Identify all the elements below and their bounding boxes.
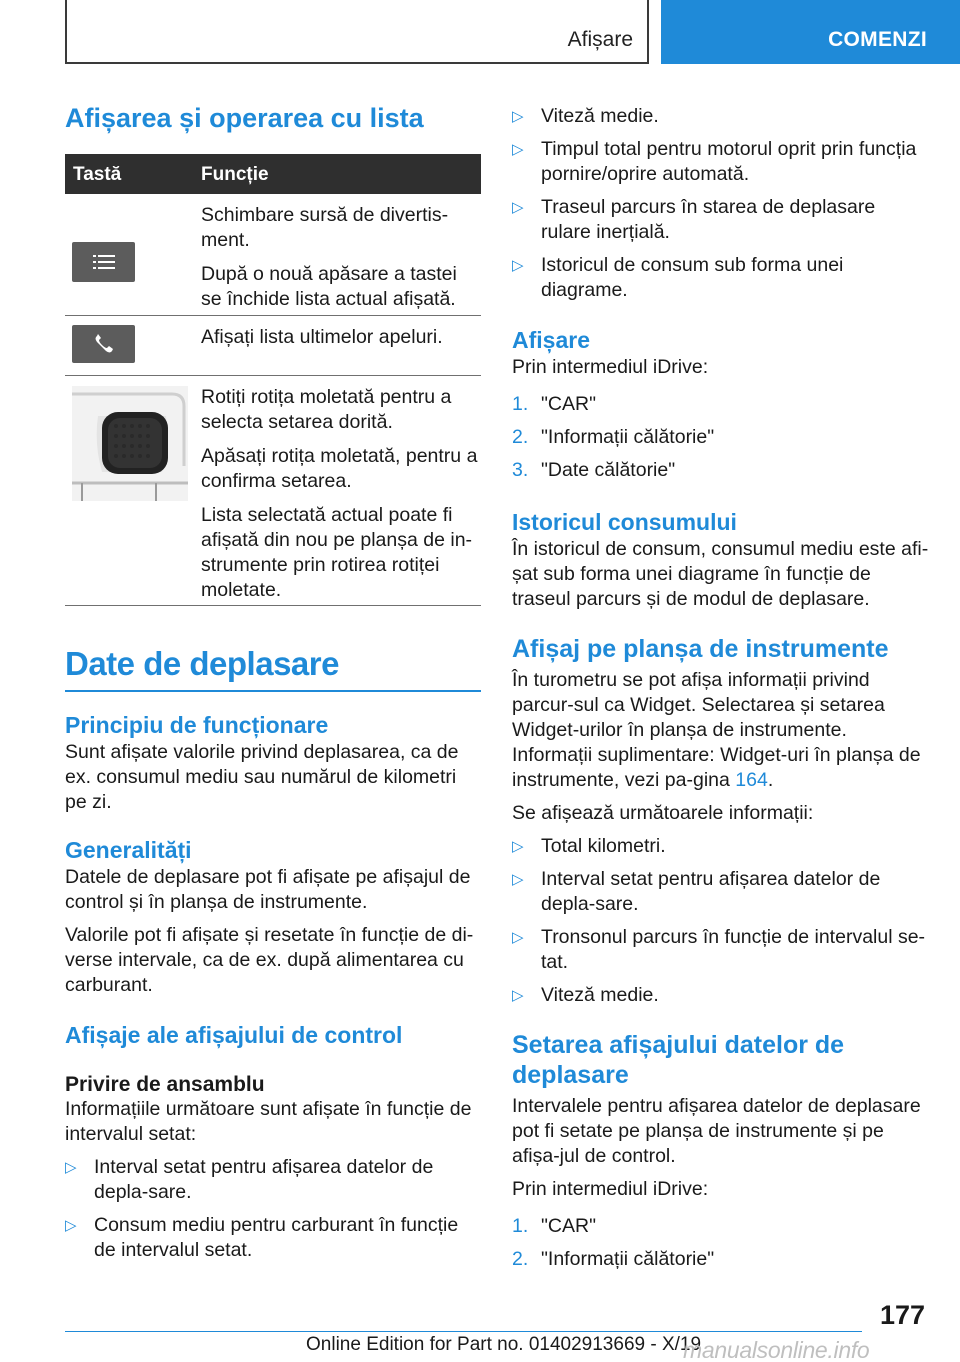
table-cell-line: Afișați lista ultimelor apeluri.	[201, 326, 443, 348]
cluster-display-text2: Se afișează următoarele informații:	[512, 802, 814, 824]
table-cell-line: După o nouă apăsare a tastei se închide lista actual afișată.	[201, 263, 457, 310]
header-chapter-tab[interactable]	[661, 0, 960, 64]
general-title: Generalități	[65, 837, 192, 863]
header-chapter-label: COMENZI	[828, 28, 927, 51]
table-header-key: Tastă	[73, 164, 122, 185]
list-item-text: Timpul total pentru motorul oprit prin funcția pornire/oprire automată.	[541, 138, 917, 185]
triangle-bullet-icon: ▷	[512, 929, 524, 946]
thumbwheel-icon	[72, 386, 188, 501]
table-cell-line: Schimbare sursă de divertis-ment.	[201, 204, 449, 251]
table-header-function: Funcție	[201, 164, 269, 185]
list-icon	[72, 242, 135, 282]
step-text: "Date călătorie"	[541, 459, 676, 481]
consumption-history-title: Istoricul consumului	[512, 509, 737, 535]
step-number: 1.	[512, 393, 529, 415]
table-row-text	[201, 325, 481, 350]
list-item-text: Istoricul de consum sub forma unei diagrame.	[541, 254, 844, 301]
table-cell-line: Apăsați rotița moletată, pentru a confirma setarea.	[201, 445, 478, 492]
step-text: "CAR"	[541, 1215, 597, 1237]
list-item-text: Total kilometri.	[541, 835, 666, 857]
general-text: Valorile pot fi afișate și resetate în funcție de di-verse intervale, ca de ex. după alimentarea cu carburant.	[65, 924, 474, 996]
triangle-bullet-icon: ▷	[512, 199, 524, 216]
table-cell-line: Lista selectată actual poate fi afișată din nou pe planșa de in-strumente prin rotirea rotiței moletate.	[201, 504, 473, 601]
list-item	[512, 925, 930, 975]
section-heading-rule	[65, 644, 481, 692]
step-number: 2.	[512, 426, 529, 448]
triangle-bullet-icon: ▷	[512, 108, 524, 125]
principle-title: Principiu de funcționare	[65, 712, 329, 738]
control-display-title: Afișaje ale afișajului de control	[65, 1022, 403, 1048]
triangle-bullet-icon: ▷	[512, 987, 524, 1004]
header-section-box	[65, 0, 649, 64]
list-item	[512, 867, 930, 917]
table-row	[65, 194, 481, 316]
table-row-text	[201, 385, 481, 603]
list-item	[512, 392, 930, 417]
list-item	[512, 834, 930, 859]
cluster-display-text	[512, 668, 930, 793]
list-item	[512, 1214, 930, 1239]
trip-data-setting-title: Setarea afișajului datelor de deplasare	[512, 1031, 845, 1089]
list-item	[65, 1155, 481, 1205]
step-text: "Informații călătorie"	[541, 426, 715, 448]
edition-text: Online Edition for Part no. 01402913669 - X/19	[306, 1334, 702, 1355]
list-item-text: Traseul parcurs în starea de deplasare rulare inerțială.	[541, 196, 876, 243]
table-row	[65, 316, 481, 376]
list-item-text: Consum mediu pentru carburant în funcție de intervalul setat.	[94, 1214, 459, 1261]
table-header	[65, 154, 481, 194]
triangle-bullet-icon: ▷	[512, 838, 524, 855]
right-column	[512, 100, 930, 1272]
display-text: Prin intermediul iDrive:	[512, 356, 709, 378]
list-item	[512, 425, 930, 450]
triangle-bullet-icon: ▷	[512, 141, 524, 158]
list-item-text: Interval setat pentru afișarea datelor de depla-sare.	[541, 868, 881, 915]
trip-data-setting-text: Intervalele pentru afișarea datelor de deplasare pot fi setate pe planșa de instrumente și pe afișa-jul de control.	[512, 1095, 921, 1167]
step-text: "Informații călătorie"	[541, 1248, 715, 1270]
list-item	[512, 195, 930, 245]
triangle-bullet-icon: ▷	[512, 257, 524, 274]
list-item	[512, 983, 930, 1008]
trip-data-setting-text2: Prin intermediul iDrive:	[512, 1178, 709, 1200]
triangle-bullet-icon: ▷	[65, 1217, 77, 1234]
watermark: manualsonline.info	[683, 1337, 870, 1362]
page-reference-link[interactable]: 164	[735, 769, 768, 791]
list-item	[512, 253, 930, 303]
header-section-title: Afișare	[567, 28, 633, 51]
cluster-text-part: În turometru se pot afișa informații privind parcur-sul ca Widget. Selectarea și setarea Widget-urilor în planșa de instrumente. Informații suplimentare: Widget-uri în planșa de instrumente, vezi pa-gina	[512, 669, 921, 791]
general-text: Datele de deplasare pot fi afișate pe afișajul de control și în planșa de instrumente.	[65, 866, 471, 913]
phone-icon	[72, 325, 135, 363]
list-section-title: Afișarea și operarea cu lista	[65, 103, 424, 133]
consumption-history-text: În istoricul de consum, consumul mediu este afi-șat sub forma unei diagrame în funcție de traseul parcurs și de modul de deplasare.	[512, 538, 929, 610]
overview-text: Informațiile următoare sunt afișate în funcție de intervalul setat:	[65, 1098, 472, 1145]
cluster-text-part: .	[767, 769, 774, 791]
principle-text: Sunt afișate valorile privind deplasarea, ca de ex. consumul mediu sau numărul de kilometri pe zi.	[65, 741, 459, 813]
key-function-table	[65, 154, 481, 606]
cluster-display-title: Afișaj pe planșa de instrumente	[512, 635, 889, 663]
left-column	[65, 100, 481, 1263]
page-number: 177	[880, 1300, 926, 1330]
display-title: Afișare	[512, 327, 590, 353]
list-item-text: Interval setat pentru afișarea datelor de depla-sare.	[94, 1156, 434, 1203]
list-item	[512, 458, 930, 483]
step-number: 3.	[512, 459, 529, 481]
table-row	[65, 376, 481, 606]
list-item	[512, 1247, 930, 1272]
overview-title: Privire de ansamblu	[65, 1073, 265, 1096]
step-number: 1.	[512, 1215, 529, 1237]
list-item	[65, 1213, 481, 1263]
step-number: 2.	[512, 1248, 529, 1270]
list-item-text: Viteză medie.	[541, 105, 659, 127]
list-item-text: Viteză medie.	[541, 984, 659, 1006]
step-text: "CAR"	[541, 393, 597, 415]
list-item	[512, 137, 930, 187]
table-cell-line: Rotiți rotița moletată pentru a selecta setarea dorită.	[201, 386, 452, 433]
list-item	[512, 104, 930, 129]
trip-data-title: Date de deplasare	[65, 645, 339, 682]
triangle-bullet-icon: ▷	[512, 871, 524, 888]
list-item-text: Tronsonul parcurs în funcție de intervalul se-tat.	[541, 926, 926, 973]
footer-rule	[65, 1331, 862, 1332]
table-row-text	[201, 203, 481, 312]
triangle-bullet-icon: ▷	[65, 1159, 77, 1176]
